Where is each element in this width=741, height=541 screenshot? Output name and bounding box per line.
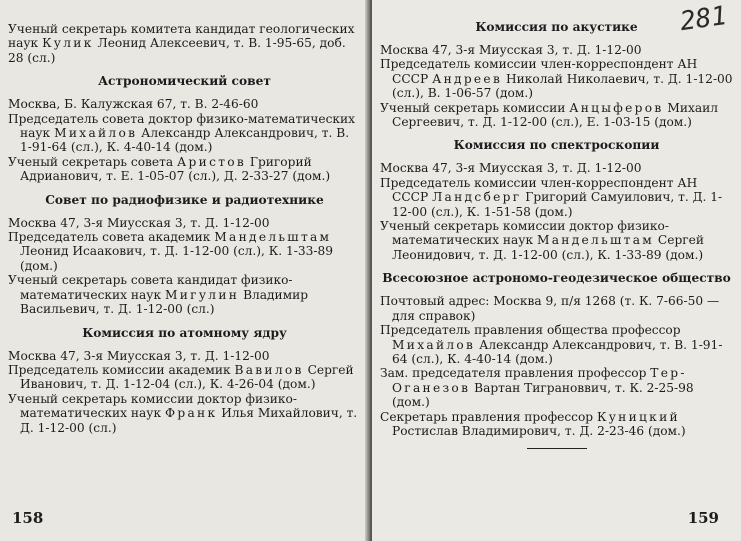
address: Почтовый адрес: Москва 9, п/я 1268 (т. К. 7-66-50 — для справок) xyxy=(380,294,720,323)
section-heading: Астрономический совет xyxy=(98,74,271,89)
entry-text: Секретарь правления профессор xyxy=(380,409,597,424)
person-entry xyxy=(380,410,733,439)
entry-text: Зам. председателя правления профессор xyxy=(380,366,651,381)
page-number: 158 xyxy=(12,509,44,527)
entry-text: Александр Александрович, т. В. 1-91-64 (сл.), К. 4-40-14 (дом.) xyxy=(20,126,350,155)
section-heading: Всесоюзное астрономо-геодезическое общество xyxy=(382,271,731,286)
address: Москва 47, 3-я Миусская 3, т. Д. 1-12-00 xyxy=(380,161,642,176)
person-surname: Андреев xyxy=(432,71,503,86)
entry-text: Председатель комиссии академик xyxy=(8,362,235,377)
person-entry xyxy=(8,273,361,316)
entry-text: Ученый секретарь комиссии xyxy=(380,100,570,115)
person-surname: Анцыферов xyxy=(569,100,664,115)
entry-text: Леонид Алексеевич, т. В. 1-95-65, доб. 28 (сл.) xyxy=(8,36,346,65)
entry-text: Председатель комиссии член-корреспондент АН СССР xyxy=(380,57,698,86)
entry-text: Сергей Леонидович, т. Д. 1-12-00 (сл.), К. 1-33-89 (дом.) xyxy=(392,233,704,262)
entry-text: Ученый секретарь совета кандидат физико-математических наук xyxy=(8,273,293,302)
person-surname: Мандельштам xyxy=(536,233,655,248)
entry-text: Михаил Сергеевич, т. Д. 1-12-00 (сл.), Е. 1-03-15 (дом.) xyxy=(392,100,719,130)
entry-text: Сергей Иванович, т. Д. 1-12-04 (сл.), К. 4-26-04 (дом.) xyxy=(20,362,354,392)
person-surname: Аристов xyxy=(177,154,247,169)
entry-text: Владимир Васильевич, т. Д. 1-12-00 (сл.) xyxy=(20,287,309,317)
person-surname: Мигулин xyxy=(164,287,240,302)
person-entry xyxy=(380,366,733,409)
page-number: 159 xyxy=(687,509,719,527)
address: Москва 47, 3-я Миусская 3, т. Д. 1-12-00 xyxy=(8,215,270,230)
person-entry xyxy=(8,112,361,155)
person-surname: Франк xyxy=(164,406,218,421)
address: Москва, Б. Калужская 67, т. В. 2-46-60 xyxy=(8,97,259,112)
entry-text: Вартан Тиграноввич, т. К. 2-25-98 (дом.) xyxy=(392,380,694,410)
entry-text: Ученый секретарь комиссии доктор физико-математических наук xyxy=(380,219,669,248)
intro-entry xyxy=(8,22,361,65)
section-heading: Комиссия по спектроскопии xyxy=(453,138,660,153)
person-surname: Вавилов xyxy=(234,362,304,377)
person-entry xyxy=(8,155,361,184)
person-entry xyxy=(380,323,733,366)
section-heading: Совет по радиофизике и радиотехнике xyxy=(45,192,324,207)
address: Москва 47, 3-я Миусская 3, т. Д. 1-12-00 xyxy=(8,348,270,363)
entry-text: Председатель правления общества профессор xyxy=(380,323,681,338)
entry-text: Григорий Самуилович, т. Д. 1-12-00 (сл.), К. 1-51-58 (дом.) xyxy=(392,190,723,219)
section-heading: Комиссия по атомному ядру xyxy=(82,325,287,340)
entry-text: Председатель совета академик xyxy=(8,230,215,245)
entry-text: Ученый секретарь совета xyxy=(8,154,178,169)
entry-text: Александр Александрович, т. В. 1-91-64 (сл.), К. 4-40-14 (дом.) xyxy=(392,337,723,366)
person-surname: Михайлов xyxy=(392,337,476,352)
closing-rule xyxy=(527,448,587,449)
address: Москва 47, 3-я Миусская 3, т. Д. 1-12-00 xyxy=(380,43,642,57)
person-entry xyxy=(8,363,361,392)
handwritten-page-stamp: 281 xyxy=(678,0,729,38)
person-entry xyxy=(380,57,733,100)
person-surname: Ландсберг xyxy=(432,190,522,205)
entry-text: Николай Николаевич, т. Д. 1-12-00 (сл.), В. 1-06-57 (дом.) xyxy=(392,71,733,101)
person-surname: Мандельштам xyxy=(214,230,332,245)
entry-text: Илья Михайлович, т. Д. 1-12-00 (сл.) xyxy=(20,406,358,435)
person-entry xyxy=(380,101,733,130)
section-heading: Комиссия по акустике xyxy=(475,20,638,34)
entry-text: Ростислав Владимирович, т. Д. 2-23-46 (дом.) xyxy=(392,423,686,438)
person-surname: Михайлов xyxy=(54,126,138,141)
person-entry xyxy=(8,230,361,273)
entry-text: Григорий Адрианович, т. Е. 1-05-07 (сл.), Д. 2-33-27 (дом.) xyxy=(20,154,331,184)
person-entry xyxy=(380,176,733,219)
entry-text: Леонид Исаакович, т. Д. 1-12-00 (сл.), К. 1-33-89 (дом.) xyxy=(20,244,333,273)
entry-text: Ученый секретарь комиссии доктор физико-математических наук xyxy=(8,391,297,421)
person-surname: Кулик xyxy=(42,36,94,51)
entry-text: Ученый секретарь комитета кандидат геологических наук xyxy=(8,22,355,51)
entry-text: Председатель комиссии член-корреспондент АН СССР xyxy=(380,175,698,205)
person-surname: Куницкий xyxy=(596,409,680,424)
right-page xyxy=(372,0,741,541)
entry-text: Председатель совета доктор физико-математических наук xyxy=(8,111,356,141)
left-page xyxy=(0,0,369,541)
person-surname: Тер-Оганезов xyxy=(392,366,687,395)
person-entry xyxy=(380,219,733,262)
person-entry xyxy=(8,392,361,435)
